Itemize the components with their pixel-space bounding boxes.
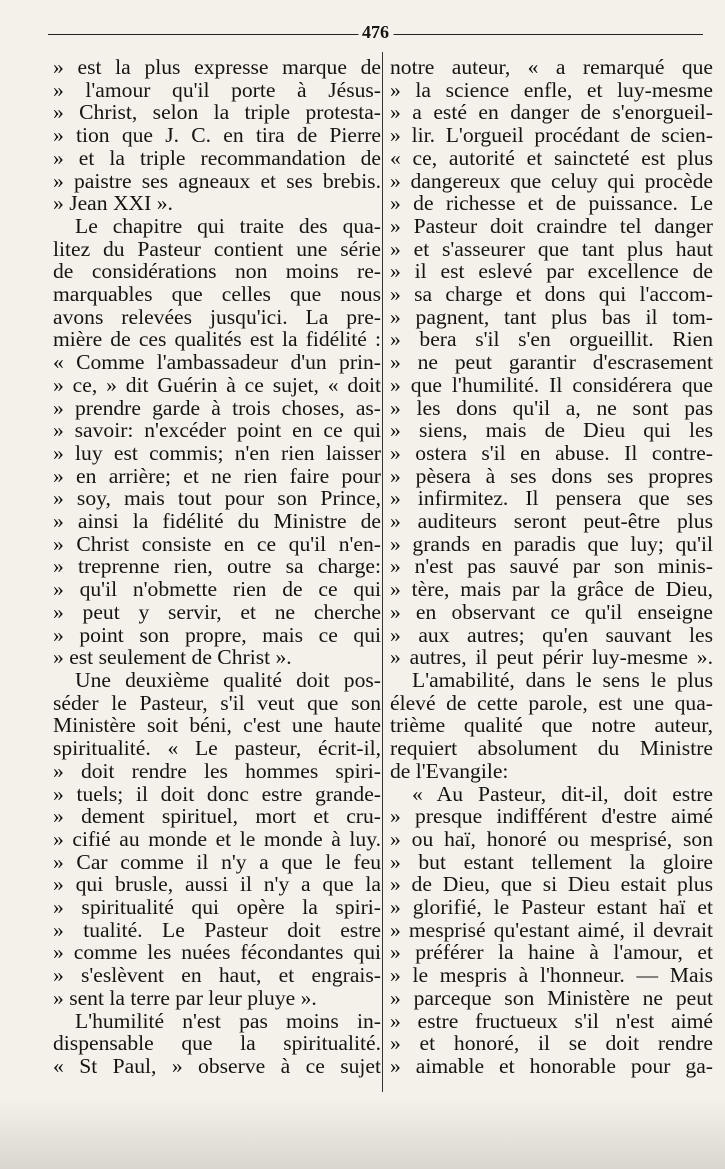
text-line: marquables que celles que nous [53, 282, 381, 307]
text-line: » estre fructueux s'il n'est aimé [390, 1008, 713, 1033]
text-line: » presque indifférent d'estre aimé [390, 804, 713, 829]
text-line: litez du Pasteur contient une série [53, 236, 381, 261]
text-line: » savoir: n'excéder point en ce qui [53, 418, 381, 443]
text-line: » n'est pas sauvé par son minis- [390, 554, 713, 579]
text-line: » en arrière; et ne rien faire pour [53, 463, 381, 488]
text-line: » Christ, selon la triple protesta- [53, 100, 381, 125]
text-line: requiert absolument du Ministre [390, 736, 713, 761]
right-column [390, 56, 713, 1078]
text-line: » bera s'il s'en orgueillit. Rien [390, 327, 713, 352]
text-line: spiritualité. « Le pasteur, écrit-il, [53, 736, 381, 761]
text-line: » et la triple recommandation de [53, 145, 381, 170]
text-line: » est seulement de Christ ». [53, 645, 292, 670]
text-line: » les dons qu'il a, ne sont pas [390, 395, 713, 420]
text-line: » en observant ce qu'il enseigne [390, 599, 713, 624]
text-line: » pèsera à ses dons ses propres [390, 463, 713, 488]
text-line: » de Dieu, que si Dieu estait plus [390, 872, 713, 897]
text-line: » le mespris à l'honneur. — Mais [390, 963, 713, 988]
text-line: » dement spirituel, mort et cru- [53, 804, 381, 829]
text-line: mière de ces qualités est la fidélité : [53, 327, 381, 352]
text-line: L'humilité n'est pas moins in- [75, 1008, 381, 1033]
text-line: » préférer la haine à l'amour, et [390, 940, 713, 965]
page-header [48, 22, 703, 42]
text-line: L'amabilité, dans le sens le plus [412, 667, 713, 692]
text-line: » peut y servir, et ne cherche [53, 599, 381, 624]
text-line: » tuels; il doit donc estre grande- [53, 781, 381, 806]
text-line: de l'Evangile: [390, 758, 509, 783]
text-line: » et honoré, il se doit rendre [390, 1031, 713, 1056]
text-line: Une deuxième qualité doit pos- [75, 667, 381, 692]
text-line: » auditeurs seront peut-être plus [390, 509, 713, 534]
text-line: « Comme l'ambassadeur d'un prin- [53, 350, 381, 375]
text-line: » point son propre, mais ce qui [53, 622, 381, 647]
text-line: de considérations non moins re- [53, 259, 381, 284]
text-line: Ministère soit béni, c'est une haute [53, 713, 381, 738]
text-line: » et s'asseurer que tant plus haut [390, 236, 713, 261]
text-line: » l'amour qu'il porte à Jésus- [53, 77, 381, 102]
text-line: » glorifié, le Pasteur estant haï et [390, 895, 713, 920]
text-line: » sent la terre par leur pluye ». [53, 985, 317, 1010]
text-line: « St Paul, » observe à ce sujet [53, 1053, 381, 1078]
left-column [53, 56, 381, 1078]
text-line: » ne peut garantir d'escrasement [390, 350, 713, 375]
text-line: » ostera s'il en abuse. Il contre- [390, 440, 713, 465]
text-line: » luy est commis; n'en rien laisser [53, 440, 381, 465]
text-line: » de richesse et de puissance. Le [390, 191, 713, 216]
text-line: notre auteur, « a remarqué que [390, 55, 713, 79]
text-line: » siens, mais de Dieu qui les [390, 418, 713, 443]
text-line: » comme les nuées fécondantes qui [53, 940, 381, 965]
text-line: élevé de cette parole, est une qua- [390, 690, 713, 715]
text-line: » infirmitez. Il pensera que ses [390, 486, 713, 511]
text-line: » Car comme il n'y a que le feu [53, 849, 381, 874]
text-line: » Jean XXI ». [53, 191, 173, 216]
text-line: » dangereux que celuy qui procède [390, 168, 713, 193]
text-line: » qu'il n'obmette rien de ce qui [53, 577, 381, 602]
page-number: 476 [358, 22, 393, 42]
text-line: « Au Pasteur, dit-il, doit estre [412, 781, 713, 806]
text-line: » s'eslèvent en haut, et engrais- [53, 963, 381, 988]
text-line: » la science enfle, et luy-mesme [390, 77, 713, 102]
text-line: » cifié au monde et le monde à luy. [53, 826, 381, 851]
text-line: » sa charge et dons qui l'accom- [390, 282, 713, 307]
page-stain [0, 1099, 725, 1169]
text-line: dispensable que la spiritualité. [53, 1031, 381, 1056]
text-line: » aimable et honorable pour ga- [390, 1053, 713, 1078]
text-line: » grands en paradis que luy; qu'il [390, 531, 713, 556]
text-line: « ce, autorité et saincteté est plus [390, 145, 713, 170]
text-line: » il est eslevé par excellence de [390, 259, 713, 284]
text-line: » que l'humilité. Il considérera que [390, 372, 713, 397]
text-line: séder le Pasteur, s'il veut que son [53, 690, 381, 715]
text-line: » ainsi la fidélité du Ministre de [53, 509, 381, 534]
column-divider [382, 52, 383, 1092]
text-line: » ce, » dit Guérin à ce sujet, « doit [53, 372, 381, 397]
text-line: » parceque son Ministère ne peut [390, 985, 713, 1010]
text-line: » paistre ses agneaux et ses brebis. [53, 168, 381, 193]
text-line: » lir. L'orgueil procédant de scien- [390, 123, 713, 148]
text-line: » tère, mais par la grâce de Dieu, [390, 577, 713, 602]
text-line: » ou haï, honoré ou mesprisé, son [390, 826, 713, 851]
text-line: » tion que J. C. en tira de Pierre [53, 123, 381, 148]
text-line: » est la plus expresse marque de [53, 55, 381, 79]
text-line: » tualité. Le Pasteur doit estre [53, 917, 381, 942]
text-line: » qui brusle, aussi il n'y a que la [53, 872, 381, 897]
text-line: » mesprisé qu'estant aimé, il devrait [390, 917, 713, 942]
text-line: » Christ consiste en ce qu'il n'en- [53, 531, 381, 556]
text-line: » but estant tellement la gloire [390, 849, 713, 874]
text-line: avons relevées jusqu'ici. La pre- [53, 304, 381, 329]
text-line: » prendre garde à trois choses, as- [53, 395, 381, 420]
text-line: » treprenne rien, outre sa charge: [53, 554, 381, 579]
text-line: » pagnent, tant plus bas il tom- [390, 304, 713, 329]
text-line: » a esté en danger de s'enorgueil- [390, 100, 713, 125]
text-line: trième qualité que notre auteur, [390, 713, 713, 738]
text-line: » Pasteur doit craindre tel danger [390, 213, 713, 238]
text-line: » autres, il peut périr luy-mesme ». [390, 645, 713, 670]
text-line: » spiritualité qui opère la spiri- [53, 895, 381, 920]
text-line: Le chapitre qui traite des qua- [75, 213, 381, 238]
text-line: » doit rendre les hommes spiri- [53, 758, 381, 783]
text-line: » soy, mais tout pour son Prince, [53, 486, 381, 511]
text-line: » aux autres; qu'en sauvant les [390, 622, 713, 647]
